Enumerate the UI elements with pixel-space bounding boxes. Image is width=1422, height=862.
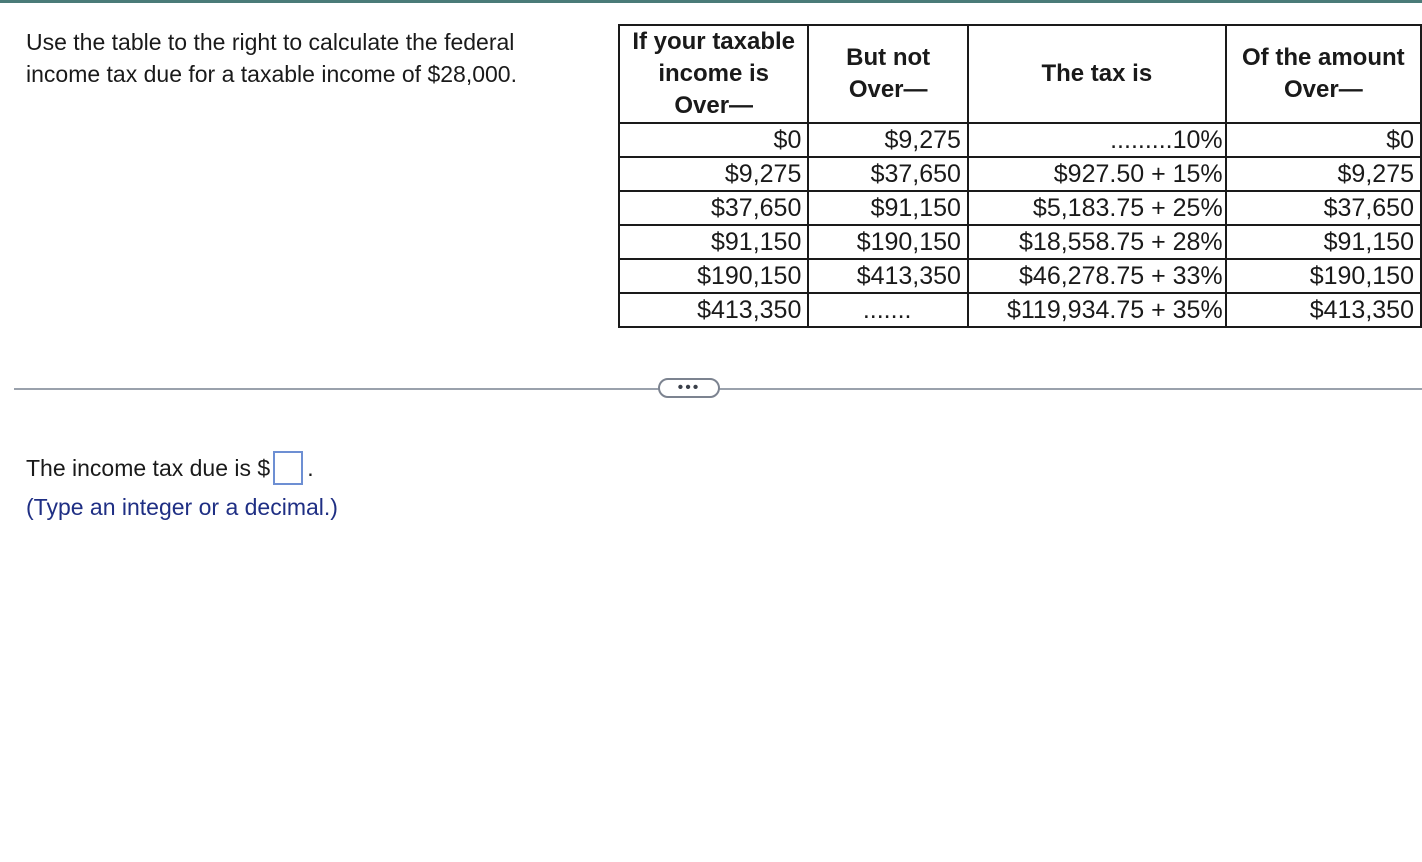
header-text: The tax is <box>1041 60 1153 87</box>
header-income-over <box>619 25 808 123</box>
answer-line <box>26 450 314 486</box>
income-over-cell: $413,350 <box>619 293 808 327</box>
but-not-over-cell: ....... <box>808 293 968 327</box>
amount-over-cell: $413,350 <box>1226 293 1421 327</box>
tax-is-cell: $119,934.75 + 35% <box>968 293 1226 327</box>
amount-over-cell: $9,275 <box>1226 157 1421 191</box>
amount-over-cell: $91,150 <box>1226 225 1421 259</box>
income-tax-answer-input[interactable] <box>273 451 303 485</box>
header-text: But not <box>846 44 931 71</box>
header-tax-is <box>968 25 1226 123</box>
but-not-over-cell: $37,650 <box>808 157 968 191</box>
top-rule <box>0 0 1422 3</box>
answer-prefix: The income tax due is $ <box>26 455 271 481</box>
but-not-over-cell: $413,350 <box>808 259 968 293</box>
header-text: Over— <box>848 76 928 103</box>
table-row <box>619 191 1421 225</box>
amount-over-cell: $0 <box>1226 123 1421 157</box>
income-over-cell: $9,275 <box>619 157 808 191</box>
tax-is-cell: $46,278.75 + 33% <box>968 259 1226 293</box>
header-text: income is <box>658 60 770 87</box>
but-not-over-cell: $91,150 <box>808 191 968 225</box>
ellipsis-icon: ••• <box>677 379 701 396</box>
table-row <box>619 259 1421 293</box>
income-over-cell: $190,150 <box>619 259 808 293</box>
table-row <box>619 157 1421 191</box>
tax-is-cell: $5,183.75 + 25% <box>968 191 1226 225</box>
table-row <box>619 123 1421 157</box>
header-of-amount-over <box>1226 25 1421 123</box>
answer-suffix: . <box>307 455 314 481</box>
but-not-over-cell: $190,150 <box>808 225 968 259</box>
amount-over-cell: $37,650 <box>1226 191 1421 225</box>
income-over-cell: $0 <box>619 123 808 157</box>
tax-is-cell: $18,558.75 + 28% <box>968 225 1226 259</box>
question-line-1: Use the table to the right to calculate the federal <box>26 29 515 55</box>
income-over-cell: $91,150 <box>619 225 808 259</box>
tax-is-cell: .........10% <box>968 123 1226 157</box>
header-text: Of the amount <box>1242 44 1405 71</box>
tax-rate-table <box>618 24 1422 328</box>
but-not-over-cell: $9,275 <box>808 123 968 157</box>
income-over-cell: $37,650 <box>619 191 808 225</box>
header-text: Over— <box>1283 76 1363 103</box>
header-but-not-over <box>808 25 968 123</box>
question-line-2: income tax due for a taxable income of $28,000. <box>26 61 517 87</box>
answer-hint: (Type an integer or a decimal.) <box>26 494 338 520</box>
table-row <box>619 293 1421 327</box>
show-more-button[interactable] <box>658 378 720 398</box>
table-header-row <box>619 25 1421 123</box>
amount-over-cell: $190,150 <box>1226 259 1421 293</box>
question-prompt <box>26 26 606 90</box>
table-row <box>619 225 1421 259</box>
header-text: Over— <box>674 92 754 119</box>
tax-is-cell: $927.50 + 15% <box>968 157 1226 191</box>
header-text: If your taxable <box>632 28 796 55</box>
